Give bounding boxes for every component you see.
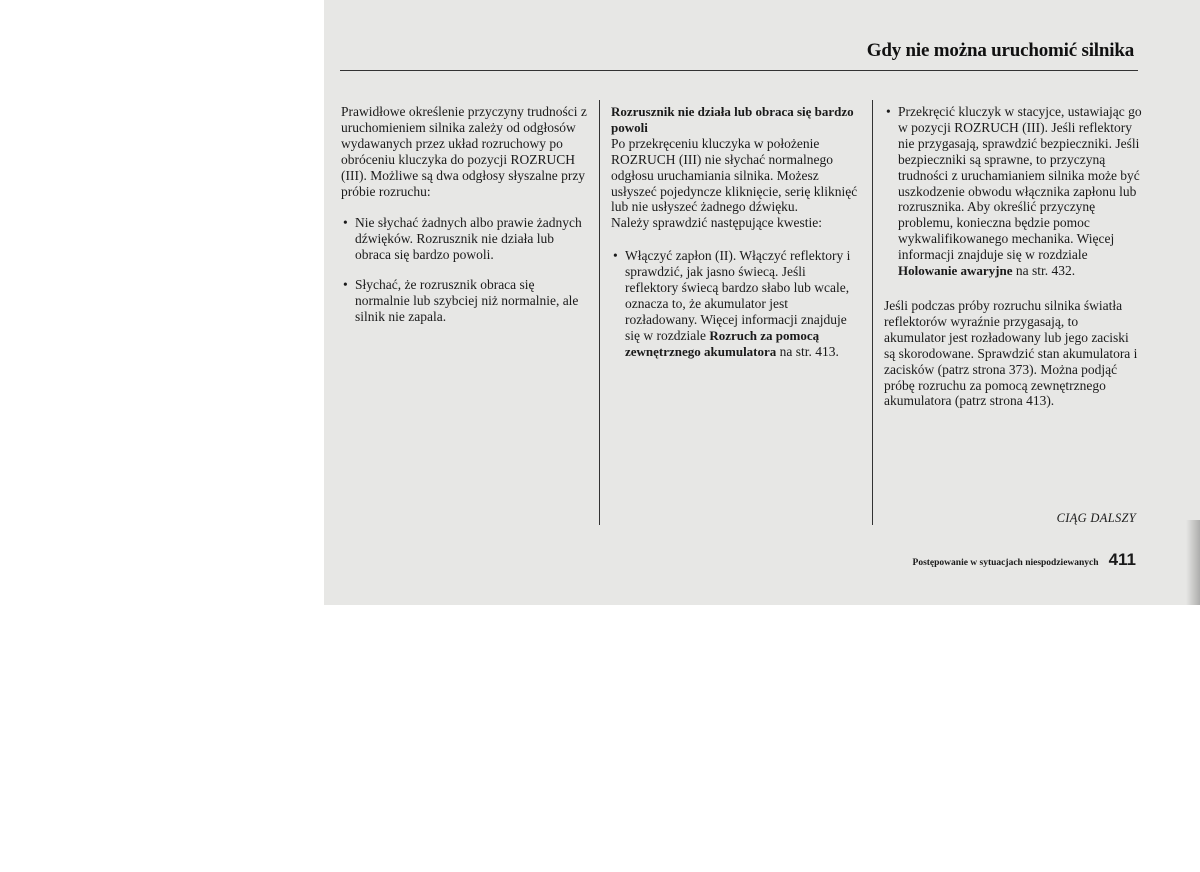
column-1	[341, 104, 591, 325]
continued-label: CIĄG DALSZY	[1056, 511, 1136, 525]
check-list	[611, 248, 861, 359]
list-item-text: Przekręcić kluczyk w stacyjce, ustawiając go w pozycji ROZRUCH (III). Jeśli reflektory nie przygasają, sprawdzić bezpieczniki. Jeśli bezpieczniki są sprawne, to przyczyną trudności z uruchamianiem silnika może być uszkodzenie obwodu włącznika zapłonu lub rozrusznika. Aby określić przyczynę problemu, konieczna będzie pomoc wykwalifikowanego mechanika. Więcej informacji znajduje się w rozdziale	[898, 104, 1142, 263]
page-footer	[913, 550, 1136, 570]
body-paragraph: Po przekręceniu kluczyka w położenie ROZRUCH (III) nie słychać normalnego odgłosu uruchamiania silnika. Możesz usłyszeć pojedyncze kliknięcie, serię kliknięć lub nie usłyszeć żadnego dźwięku.	[611, 135, 858, 215]
manual-page	[324, 0, 1200, 605]
title-rule	[340, 70, 1138, 71]
page-reference: na str. 413.	[776, 343, 839, 359]
check-list	[884, 104, 1142, 279]
cross-reference-link[interactable]: Holowanie awaryjne	[898, 263, 1013, 279]
column-divider	[599, 100, 600, 525]
body-paragraph: Jeśli podczas próby rozruchu silnika światła reflektorów wyraźnie przygasają, to akumulator jest rozładowany lub jego zaciski są skorodowane. Sprawdzić stan akumulatora i zacisków (patrz strona 373). Można podjąć próbę rozruchu za pomocą zewnętrznego akumulatora (patrz strona 413).	[884, 297, 1138, 409]
list-item	[611, 248, 861, 359]
list-item: • Słychać, że rozrusznik obraca się normalnie lub szybciej niż normalnie, ale silnik nie zapala.	[341, 277, 591, 325]
cross-reference-link[interactable]: Rozruch za pomocą zewnętrznego akumulatora	[625, 327, 820, 359]
page-number: 411	[1108, 550, 1136, 569]
list-item: • Nie słychać żadnych albo prawie żadnych dźwięków. Rozrusznik nie działa lub obraca się bardzo powoli.	[341, 215, 591, 263]
check-line: Należy sprawdzić następujące kwestie:	[611, 215, 823, 231]
column-3	[884, 104, 1142, 409]
column-divider	[872, 100, 873, 525]
column-2	[611, 104, 861, 360]
section-heading: Rozrusznik nie działa lub obraca się bardzo powoli	[611, 104, 854, 135]
intro-paragraph: Prawidłowe określenie przyczyny trudności z uruchomieniem silnika zależy od odgłosów wydawanych przez układ rozruchowy po obróceniu kluczyka do pozycji ROZRUCH (III). Możliwe są dwa odgłosy słyszalne przy próbie rozruchu:	[341, 104, 587, 199]
list-item-text: Włączyć zapłon (II). Włączyć reflektory i sprawdzić, jak jasno świecą. Jeśli reflektory świecą bardzo słabo lub wcale, oznacza to, że akumulator jest rozładowany. Więcej informacji znajduje się w rozdziale	[625, 248, 851, 343]
page-edge-shadow	[1186, 520, 1200, 605]
symptom-list	[341, 215, 591, 324]
page-reference: na str. 432.	[1012, 263, 1076, 279]
footer-section-title: Postępowanie w sytuacjach niespodziewanych	[912, 558, 1099, 568]
list-item	[884, 104, 1142, 279]
page-title: Gdy nie można uruchomić silnika	[866, 40, 1134, 61]
